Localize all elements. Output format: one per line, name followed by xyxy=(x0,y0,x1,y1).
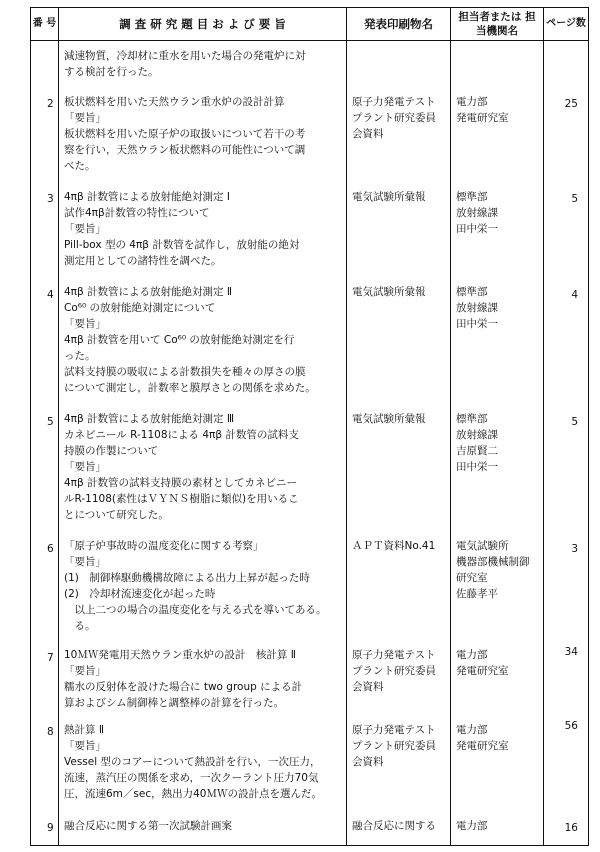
row-title xyxy=(64,48,306,80)
publication-line: 会資料 xyxy=(352,128,384,140)
row-page-count: 56 xyxy=(564,720,578,732)
row-title xyxy=(64,189,299,269)
row-title xyxy=(64,284,316,396)
title-line: 察を行い，天然ウラン板状燃料の可能性について調 xyxy=(64,144,306,156)
publication-line: プラント研究委員 xyxy=(352,112,436,124)
row-page-count: 3 xyxy=(571,543,578,555)
row-number: 8 xyxy=(47,726,54,738)
person-line: 田中栄一 xyxy=(456,461,498,473)
row-person xyxy=(456,818,488,834)
row-number: 5 xyxy=(47,416,54,428)
person-line: 発電研究室 xyxy=(456,112,509,124)
title-line: 「原子炉事故時の温度変化に関する考察」 xyxy=(64,540,264,552)
row-publication xyxy=(352,538,435,554)
title-line: ルR-1108(素性はＶＹＮＳ樹脂に類似)を用いるこ xyxy=(64,493,299,505)
title-line: る。 xyxy=(64,620,96,632)
row-person xyxy=(456,189,498,237)
title-line: 4πβ 計数管による放射能絶対測定 Ⅱ xyxy=(64,286,233,298)
publication-line: 電気試験所彙報 xyxy=(352,413,426,425)
title-line: する検討を行った。 xyxy=(64,66,159,78)
row-title xyxy=(64,94,305,174)
row-publication xyxy=(352,94,436,142)
header-number: 番 号 xyxy=(32,17,57,29)
row-person xyxy=(456,538,530,602)
publication-line: 融合反応に関する xyxy=(352,820,436,832)
publication-line: プラント研究委員 xyxy=(352,665,436,677)
person-line: 佐藤孝平 xyxy=(456,588,498,600)
title-line: 4πβ 計数管の試料支持膜の素材としてカネビニー xyxy=(64,477,298,489)
row-person xyxy=(456,722,509,754)
row-publication xyxy=(352,284,426,300)
title-line: 算およびシム制御棒と調整棒の計算を行った。 xyxy=(64,697,285,709)
row-page-count: 16 xyxy=(564,822,578,834)
row-person xyxy=(456,411,498,475)
row-title xyxy=(64,818,232,834)
title-line: 「要旨」 xyxy=(64,665,106,677)
row-publication xyxy=(352,647,436,695)
publication-line: 電気試験所彙報 xyxy=(352,286,426,298)
person-line: 田中栄一 xyxy=(456,223,498,235)
title-line: 熱計算 Ⅱ xyxy=(64,724,105,736)
column-divider xyxy=(30,7,31,846)
row-person xyxy=(456,94,509,126)
title-line: 試作4πβ計数管の特性について xyxy=(64,207,210,219)
row-page-count: 4 xyxy=(571,289,578,301)
title-line: 板状燃料を用いた原子炉の取扱いについて若干の考 xyxy=(64,128,306,140)
title-line: った。 xyxy=(64,350,96,362)
title-line: 「要旨」 xyxy=(64,556,106,568)
publication-line: ＡＰＴ資料No.41 xyxy=(352,540,436,552)
row-number: 3 xyxy=(47,193,54,205)
column-divider xyxy=(588,7,589,846)
row-person xyxy=(456,647,509,679)
row-publication xyxy=(352,818,436,834)
row-number: 2 xyxy=(47,98,54,110)
person-line: 標準部 xyxy=(456,286,488,298)
row-page-count: 25 xyxy=(564,98,578,110)
column-divider xyxy=(450,7,451,846)
header-publication: 発表印刷物名 xyxy=(364,16,433,31)
title-line: 流速，蒸汽圧の関係を求め，一次クーラント圧力70気 xyxy=(64,772,319,784)
row-person xyxy=(456,284,498,332)
person-line: 研究室 xyxy=(456,572,488,584)
title-line: 以上二つの場合の温度変化を与える式を導いてある。 xyxy=(64,604,327,616)
title-line: 圧，流速6m／sec，熱出力40ＭＷの設計点を選んだ。 xyxy=(64,788,322,800)
person-line: 吉原賢二 xyxy=(456,445,498,457)
title-line: 「要旨」 xyxy=(64,461,106,473)
row-publication xyxy=(352,189,426,205)
title-line: とについて研究した。 xyxy=(64,509,169,521)
header-page-count: ページ数 xyxy=(546,17,586,29)
person-line: 電気試験所 xyxy=(456,540,509,552)
person-line: 発電研究室 xyxy=(456,740,509,752)
publication-line: 原子力発電テスト xyxy=(352,649,436,661)
person-line: 標準部 xyxy=(456,191,488,203)
title-line: Co⁶⁰ の放射能絶対測定について xyxy=(64,302,216,314)
title-line: 板状燃料を用いた天然ウラン重水炉の設計計算 xyxy=(64,96,285,108)
row-page-count: 5 xyxy=(571,416,578,428)
person-line: 機器部機械制御 xyxy=(456,556,530,568)
title-line: 「要旨」 xyxy=(64,223,106,235)
title-line: 測定用としての諸特性を調べた。 xyxy=(64,255,222,267)
title-line: 4πβ 計数管による放射能絶対測定 Ⅲ xyxy=(64,413,235,425)
title-line: 10ＭＷ発電用天然ウラン重水炉の設計 核計算 Ⅱ xyxy=(64,649,296,661)
publication-line: 会資料 xyxy=(352,681,384,693)
row-publication xyxy=(352,722,436,770)
title-line: Vessel 型のコアーについて熱設計を行い，一次圧力， xyxy=(64,756,321,768)
title-line: 減速物質，冷却材に重水を用いた場合の発電炉に対 xyxy=(64,50,306,62)
person-line: 放射線課 xyxy=(456,302,498,314)
title-line: について測定し，計数率と膜厚さとの関係を求めた。 xyxy=(64,382,316,394)
person-line: 電力部 xyxy=(456,820,488,832)
title-line: 「要旨」 xyxy=(64,112,106,124)
title-line: (1) 制御棒駆動機構故障による出力上昇が起った時 xyxy=(64,572,310,584)
row-page-count: 5 xyxy=(571,193,578,205)
row-title xyxy=(64,647,302,711)
row-title xyxy=(64,722,322,802)
title-line: 4πβ 計数管を用いて Co⁶⁰ の放射能絶対測定を行 xyxy=(64,334,295,346)
title-line: 持膜の作製について xyxy=(64,445,159,457)
title-line: (2) 冷却材流速変化が起った時 xyxy=(64,588,216,600)
table-header-border xyxy=(30,40,588,41)
title-line: 試料支持膜の吸収による計数損失を種々の厚さの膜 xyxy=(64,366,306,378)
row-publication xyxy=(352,411,426,427)
person-line: 放射線課 xyxy=(456,429,498,441)
header-title: 調 査 研 究 題 目 お よ び 要 旨 xyxy=(119,16,286,31)
person-line: 電力部 xyxy=(456,96,488,108)
publication-line: 原子力発電テスト xyxy=(352,724,436,736)
title-line: べた。 xyxy=(64,160,96,172)
title-line: カネビニール R-1108による 4πβ 計数管の試料支 xyxy=(64,429,299,441)
row-number: 7 xyxy=(47,652,54,664)
publication-line: 電気試験所彙報 xyxy=(352,191,426,203)
person-line: 発電研究室 xyxy=(456,665,509,677)
row-number: 9 xyxy=(47,822,54,834)
title-line: 融合反応に関する第一次試験計画案 xyxy=(64,820,232,832)
title-line: 4πβ 計数管による放射能絶対測定 Ⅰ xyxy=(64,191,230,203)
row-title xyxy=(64,411,299,523)
publication-line: 会資料 xyxy=(352,756,384,768)
person-line: 標準部 xyxy=(456,413,488,425)
table-bottom-border xyxy=(30,845,588,846)
person-line: 放射線課 xyxy=(456,207,498,219)
column-divider xyxy=(58,7,59,846)
row-number: 6 xyxy=(47,543,54,555)
person-line: 電力部 xyxy=(456,724,488,736)
person-line: 電力部 xyxy=(456,649,488,661)
person-line: 田中栄一 xyxy=(456,318,498,330)
title-line: Pill-box 型の 4πβ 計数管を試作し，放射能の絶対 xyxy=(64,239,300,251)
publication-line: プラント研究委員 xyxy=(352,740,436,752)
title-line: 「要旨」 xyxy=(64,318,106,330)
title-line: 「要旨」 xyxy=(64,740,106,752)
column-divider xyxy=(346,7,347,846)
title-line: 糯水の反射体を設けた場合に two group による計 xyxy=(64,681,303,693)
row-title xyxy=(64,538,327,634)
publication-line: 原子力発電テスト xyxy=(352,96,436,108)
row-number: 4 xyxy=(47,289,54,301)
header-person: 担当者または 担当機関名 xyxy=(458,10,536,37)
row-page-count: 34 xyxy=(564,646,578,658)
